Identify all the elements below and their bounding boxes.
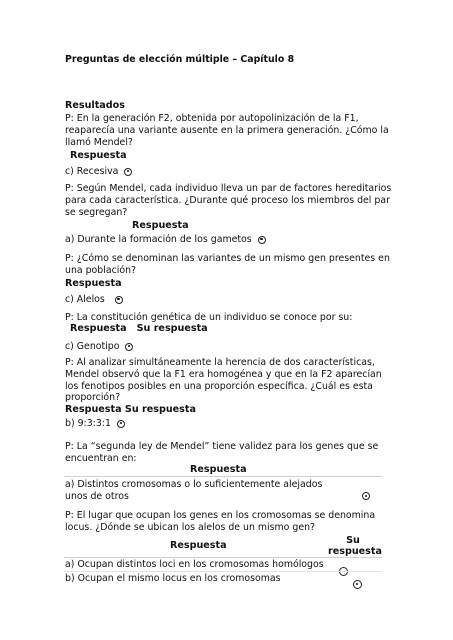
question-5-answer [65, 418, 125, 429]
table-divider [64, 476, 382, 477]
question-4-answer-text: c) Genotipo [65, 341, 120, 352]
question-7-your-answer-label: Su respuesta [328, 535, 382, 557]
question-7-option-a-text: a) Ocupan distintos loci en los cromosomas homólogos [65, 559, 324, 570]
answer-label: Respuesta [70, 323, 127, 334]
question-5-text: P: Al analizar simultáneamente la herencia de dos características, Mendel observó que la F1 era homogénea y que en la F2 aparecían los fenotipos posibles en una proporción específica. ¿Cuál es esta proporción? [65, 357, 382, 404]
page-title: Preguntas de elección múltiple – Capítulo 8 [65, 54, 295, 65]
question-7-text: P: El lugar que ocupan los genes en los cromosomas se denomina locus. ¿Dónde se ubican los alelos de un mismo gen? [65, 510, 376, 533]
question-4-answer-label [70, 323, 208, 334]
question-3-text: P: ¿Cómo se denominan las variantes de un mismo gen presentes en una población? [65, 253, 390, 276]
selected-radio-icon[interactable] [258, 236, 266, 244]
question-6-text: P: La “segunda ley de Mendel” tiene validez para los genes que se encuentran en: [65, 441, 379, 464]
selected-radio-icon[interactable] [353, 580, 362, 589]
question-7-option-b-text: b) Ocupan el mismo locus en los cromosomas [65, 573, 281, 584]
question-3-answer-label: Respuesta [65, 278, 122, 289]
question-6-answer-text: a) Distintos cromosomas o lo suficientemente alejados unos de otros [65, 479, 323, 502]
selected-radio-icon[interactable] [124, 168, 132, 176]
selected-radio-icon[interactable] [125, 343, 133, 351]
selected-radio-icon[interactable] [362, 492, 370, 500]
question-5-answer-label: Respuesta Su respuesta [65, 404, 196, 415]
question-4-answer [65, 341, 133, 352]
question-2-answer [65, 234, 266, 245]
selected-radio-icon[interactable] [117, 420, 125, 428]
question-2-answer-text: a) Durante la formación de los gametos [65, 234, 252, 245]
question-5-answer-text: b) 9:3:3:1 [65, 418, 111, 429]
table-divider [64, 557, 382, 558]
selected-radio-icon[interactable] [115, 296, 123, 304]
question-7-answer-label: Respuesta [170, 540, 227, 551]
question-3-answer-text: c) Alelos [65, 294, 105, 305]
table-divider [64, 571, 382, 572]
question-2-text: P: Según Mendel, cada individuo lleva un par de factores hereditarios para cada característica. ¿Durante qué proceso los miembros del par se segregan? [65, 183, 392, 218]
question-2-answer-label: Respuesta [132, 220, 189, 231]
question-7-option-b [65, 573, 281, 584]
your-answer-label: Su respuesta [136, 323, 208, 334]
question-1-answer [65, 166, 132, 177]
question-1-answer-label: Respuesta [70, 150, 127, 161]
question-1-answer-text: c) Recesiva [65, 166, 119, 177]
question-7-option-a [65, 559, 324, 570]
question-3-answer [65, 294, 123, 305]
question-4-text: P: La constitución genética de un individuo se conoce por su: [65, 312, 353, 323]
question-6-answer-label: Respuesta [190, 464, 247, 475]
results-heading: Resultados [65, 100, 125, 111]
question-1-text: P: En la generación F2, obtenida por autopolinización de la F1, reaparecía una variante ausente en la primera generación. ¿Cómo la llamó Mendel? [65, 113, 389, 148]
